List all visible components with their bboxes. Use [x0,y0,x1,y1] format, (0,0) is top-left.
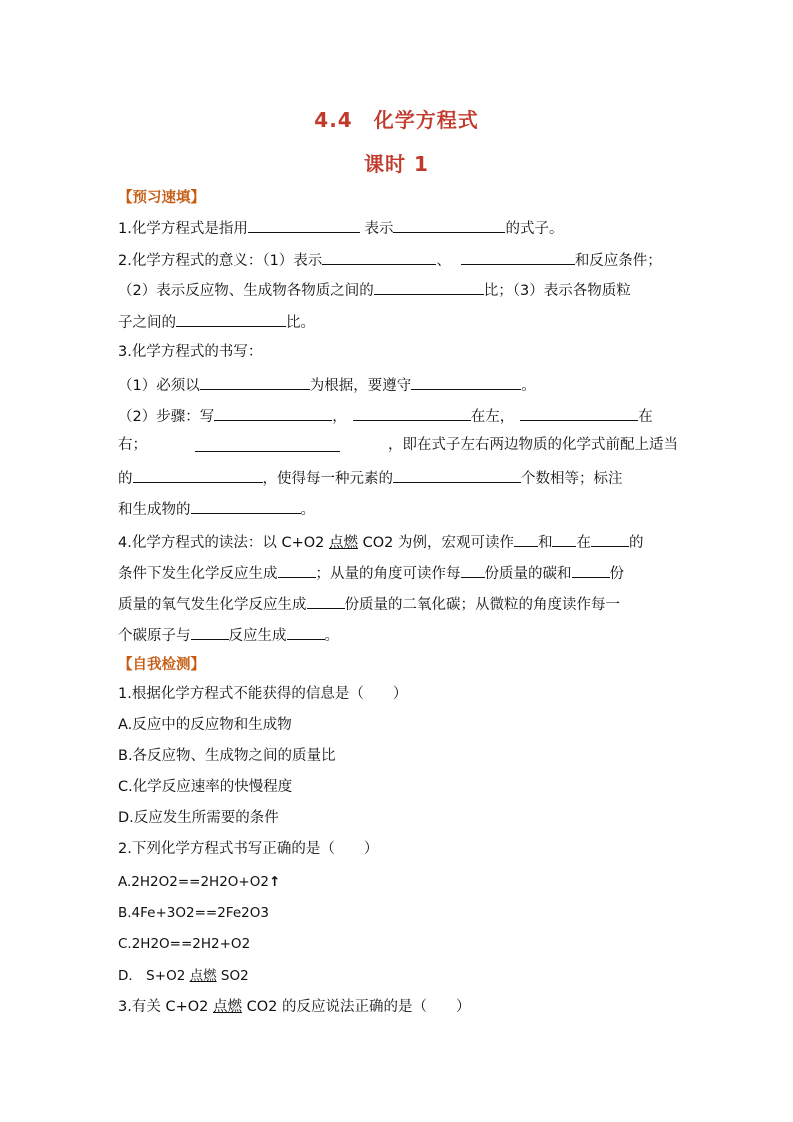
blank [374,278,484,295]
blank [552,530,576,547]
blank [200,373,310,390]
page-subtitle: 课时 1 [364,152,429,176]
preview-q4-line3: 质量的氧气发生化学反应生成 份质量的二氧化碳；从微粒的角度读作每一 [118,592,678,615]
blank [461,248,575,265]
section-heading-selfcheck: 【自我检测】 [118,657,205,673]
selfcheck-q2-option-a: A.2H2O2==2H2O+O2↑ [118,874,281,890]
preview-q3-head: 3.化学方程式的书写： [118,344,263,360]
blank [393,466,521,483]
selfcheck-q2-stem: 2.下列化学方程式书写正确的是（ ） [118,841,379,857]
preview-q3-line5: 和生成物的 。 [118,497,678,520]
blank [591,530,629,547]
page-title: 4.4 化学方程式 [314,108,479,132]
blank [176,310,286,327]
preview-q2-line1: 2.化学方程式的意义：（1）表示 、 和反应条件； [118,248,678,271]
blank [393,216,505,233]
selfcheck-q1-option-a: A.反应中的反应物和生成物 [118,717,292,733]
preview-q1: 1.化学方程式是指用 表示 的式子。 [118,216,678,239]
selfcheck-q3-stem: 3.有关 C+O2 点燃 CO2 的反应说法正确的是（ ） [118,999,471,1015]
preview-q2-line3: 子之间的 比。 [118,310,678,333]
preview-q3-line4: 的 ，使得每一种元素的 个数相等；标注 [118,466,678,489]
blank [133,466,263,483]
blank [461,561,485,578]
selfcheck-q2-option-c: C.2H2O==2H2+O2 [118,936,251,952]
blank [322,248,436,265]
preview-q3-line1: （1）必须以 为根据，要遵守 。 [118,373,678,396]
blank [520,404,638,421]
selfcheck-q1-option-d: D.反应发生所需要的条件 [118,810,279,826]
blank [195,435,340,452]
section-heading-preview: 【预习速填】 [118,190,205,206]
up-arrow-icon: ↑ [268,874,281,890]
preview-q4-line1: 4.化学方程式的读法：以 C+O2 点燃 CO2 为例，宏观可读作 和 在 的 [118,530,678,553]
blank [248,216,360,233]
blank [411,373,521,390]
blank [278,561,316,578]
selfcheck-q1-option-c: C.化学反应速率的快慢程度 [118,779,293,795]
blank [214,404,332,421]
blank [191,623,229,640]
blank [307,592,345,609]
preview-q4-line4: 个碳原子与 反应生成 。 [118,623,678,646]
blank [514,530,538,547]
blank [572,561,610,578]
selfcheck-q1-stem: 1.根据化学方程式不能获得的信息是（ ） [118,686,408,702]
blank [191,497,301,514]
blank [287,623,325,640]
preview-q3-line3: 右； ，即在式子左右两边物质的化学式前配上适当 [118,437,678,453]
blank [353,404,471,421]
selfcheck-q2-option-d: D． S+O2 点燃 SO2 [118,968,249,984]
preview-q2-line2: （2）表示反应物、生成物各物质之间的 比；（3）表示各物质粒 [118,278,678,301]
selfcheck-q2-option-b: B.4Fe+3O2==2Fe2O3 [118,905,269,921]
selfcheck-q1-option-b: B.各反应物、生成物之间的质量比 [118,748,336,764]
preview-q4-line2: 条件下发生化学反应生成 ；从量的角度可读作每 份质量的碳和 份 [118,561,678,584]
preview-q3-line2: （2）步骤：写 ， 在左， 在 [118,404,678,427]
